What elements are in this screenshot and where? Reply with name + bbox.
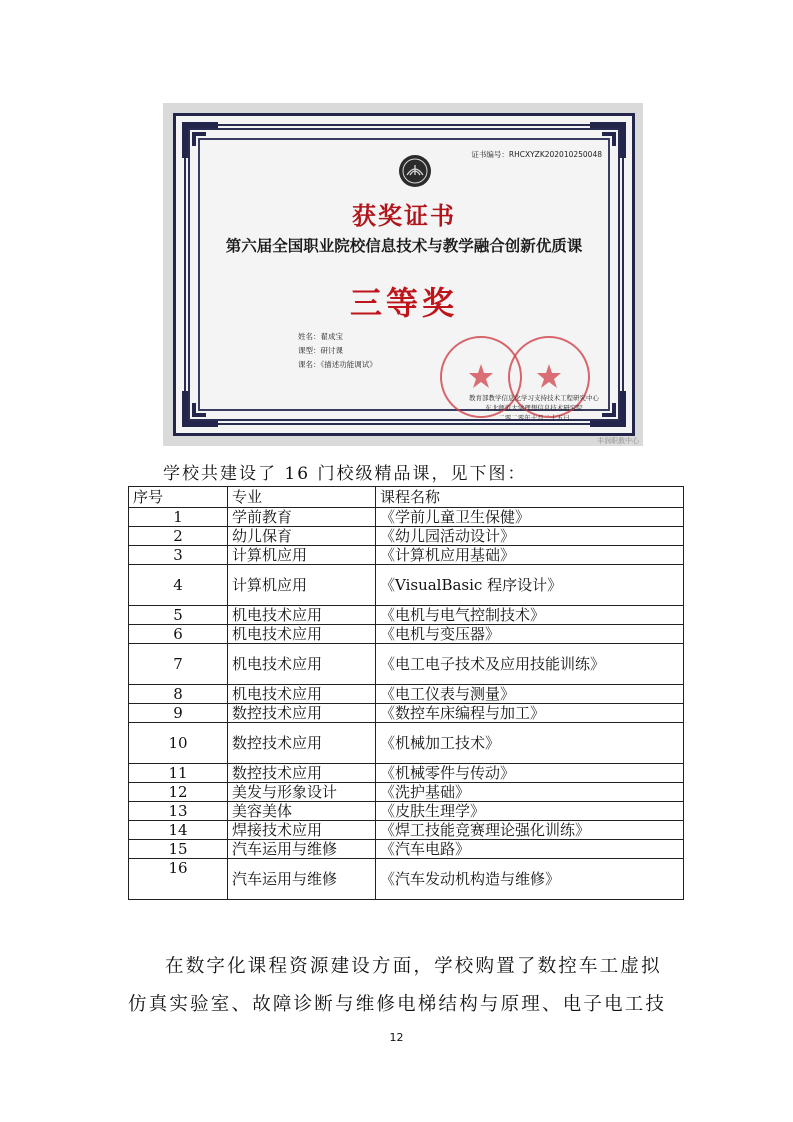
row-course: 《VisualBasic 程序设计》 (376, 565, 684, 606)
row-number: 12 (129, 783, 228, 802)
issuer-line: 教育部教学信息化学习支持技术工程研究中心 (469, 394, 599, 402)
row-course: 《焊工技能竞赛理论强化训练》 (376, 821, 684, 840)
row-course: 《汽车发动机构造与维修》 (376, 859, 684, 900)
course-name: 课名：《描述功能调试》 (298, 360, 377, 369)
row-major: 学前教育 (228, 508, 376, 527)
row-number: 7 (129, 644, 228, 685)
certificate-details (298, 330, 377, 372)
certificate-prize: 三等奖 (349, 284, 458, 322)
row-number: 8 (129, 685, 228, 704)
row-major: 数控技术应用 (228, 723, 376, 764)
table-row (129, 565, 684, 606)
row-course: 《计算机应用基础》 (376, 546, 684, 565)
row-number: 9 (129, 704, 228, 723)
table-row (129, 606, 684, 625)
row-number: 3 (129, 546, 228, 565)
row-course: 《机械加工技术》 (376, 723, 684, 764)
row-number: 11 (129, 764, 228, 783)
table-row (129, 625, 684, 644)
header-cell: 序号 (129, 487, 228, 508)
photo-watermark: 丰润职教中心 (597, 437, 639, 445)
table-row (129, 685, 684, 704)
row-number: 4 (129, 565, 228, 606)
certificate-event: 第六届全国职业院校信息技术与教学融合创新优质课 (225, 236, 583, 255)
row-major: 机电技术应用 (228, 625, 376, 644)
row-course: 《电工仪表与测量》 (376, 685, 684, 704)
recipient-name: 姓名：翟成宝 (298, 332, 343, 341)
row-number: 14 (129, 821, 228, 840)
row-major: 机电技术应用 (228, 685, 376, 704)
table-header-row (129, 487, 684, 508)
row-major: 机电技术应用 (228, 644, 376, 685)
row-course: 《皮肤生理学》 (376, 802, 684, 821)
table-row (129, 802, 684, 821)
row-major: 计算机应用 (228, 546, 376, 565)
emblem-icon (398, 154, 432, 188)
row-course: 《机械零件与传动》 (376, 764, 684, 783)
table-row (129, 527, 684, 546)
row-course: 《学前儿童卫生保健》 (376, 508, 684, 527)
row-course: 《数控车床编程与加工》 (376, 704, 684, 723)
header-cell: 课程名称 (376, 487, 684, 508)
row-course: 《电机与电气控制技术》 (376, 606, 684, 625)
row-course: 《幼儿园活动设计》 (376, 527, 684, 546)
row-course: 《电机与变压器》 (376, 625, 684, 644)
table-row (129, 508, 684, 527)
row-number: 6 (129, 625, 228, 644)
certificate-issuer (444, 393, 624, 423)
courses-table (128, 486, 684, 900)
table-row (129, 840, 684, 859)
row-major: 焊接技术应用 (228, 821, 376, 840)
header-cell: 专业 (228, 487, 376, 508)
row-course: 《汽车电路》 (376, 840, 684, 859)
row-major: 数控技术应用 (228, 764, 376, 783)
certificate (173, 113, 635, 436)
certificate-title: 获奖证书 (352, 201, 456, 230)
table-row (129, 821, 684, 840)
row-number: 15 (129, 840, 228, 859)
table-row (129, 723, 684, 764)
row-number: 16 (129, 859, 228, 900)
table-row (129, 764, 684, 783)
corner-ornament (180, 389, 220, 429)
table-row (129, 859, 684, 900)
row-major: 美容美体 (228, 802, 376, 821)
certificate-photo (163, 103, 643, 446)
issuer-line: 东北师范大学理想信息技术研究院 (485, 404, 583, 412)
table-row (129, 704, 684, 723)
row-major: 幼儿保育 (228, 527, 376, 546)
row-number: 5 (129, 606, 228, 625)
row-course: 《洗护基础》 (376, 783, 684, 802)
row-major: 美发与形象设计 (228, 783, 376, 802)
row-major: 汽车运用与维修 (228, 840, 376, 859)
row-number: 2 (129, 527, 228, 546)
corner-ornament (180, 120, 220, 160)
row-major: 机电技术应用 (228, 606, 376, 625)
table-row (129, 546, 684, 565)
issuer-date: 二零二零年十月二十五日 (498, 414, 570, 422)
row-major: 计算机应用 (228, 565, 376, 606)
body-paragraph-line: 在数字化课程资源建设方面，学校购置了数控车工虚拟 (165, 956, 662, 977)
row-major: 数控技术应用 (228, 704, 376, 723)
row-number: 1 (129, 508, 228, 527)
table-row (129, 783, 684, 802)
row-course: 《电工电子技术及应用技能训练》 (376, 644, 684, 685)
row-number: 10 (129, 723, 228, 764)
course-type: 课型：研讨课 (298, 346, 343, 355)
page-number: 12 (389, 1031, 404, 1044)
certificate-number: 证书编号：RHCXYZK202010250048 (471, 150, 602, 159)
intro-text: 学校共建设了 16 门校级精品课，见下图： (163, 464, 527, 484)
body-paragraph-line: 仿真实验室、故障诊断与维修电梯结构与原理、电子电工技 (128, 994, 667, 1015)
row-number: 13 (129, 802, 228, 821)
table-row (129, 644, 684, 685)
row-major: 汽车运用与维修 (228, 859, 376, 900)
